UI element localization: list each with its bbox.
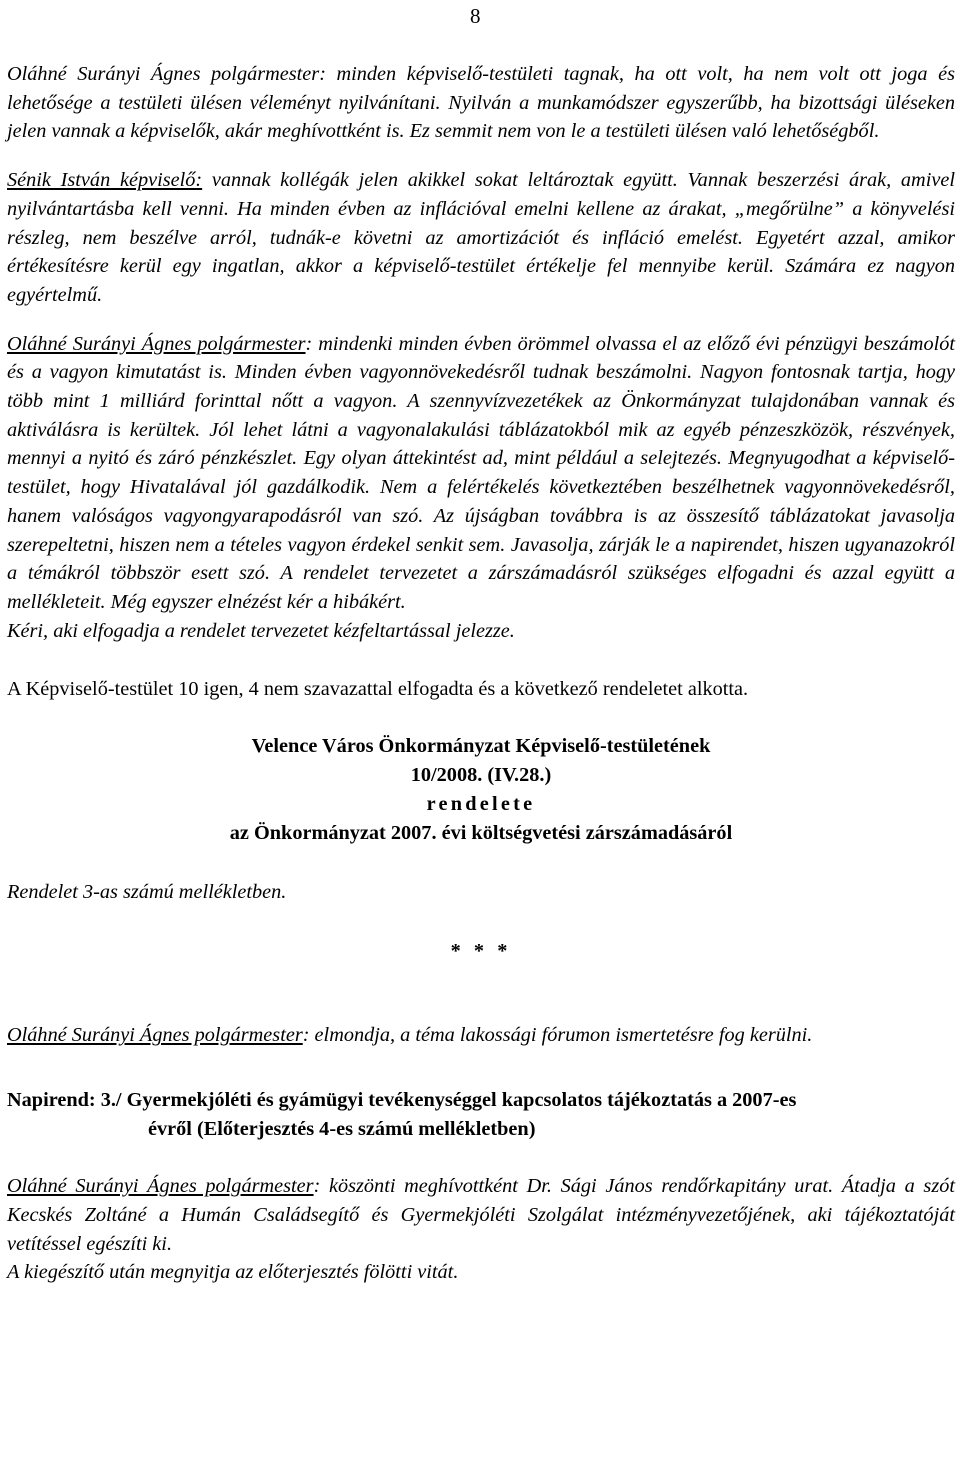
paragraph-text: : elmondja, a téma lakossági fórumon ismertetésre fog kerülni. [302,1024,813,1047]
agenda-line-2: évről (Előterjesztés 4-es számú mellékletben) [148,1118,536,1141]
paragraph-text: : köszönti meghívottként Dr. Sági János rendőrkapitány urat. Átadja a szót Kecskés Zoltáné a Humán Családsegítő és Gyermekjóléti Szolgálat intézményvezetőjének, aki tájékoztatóját vetítéssel egészíti ki. [7,1175,955,1255]
page-number: 8 [470,4,481,28]
paragraph-text: : mindenki minden évben örömmel olvassa el az előző évi pénzügyi beszámolót és a vagyon kimutatást is. Minden évben vagyonnövekedésről tudnak beszámolni. Nagyon fontosnak tartja, hogy több mint 1 milliárd forinttal nőtt a vagyon. A szennyvízvezetékek az Önkormányzat tulajdonában vannak és aktiválásra is kerültek. Jól lehet látni a vagyonalakulási táblázatokból mik az egyéb pénzeszközök, részvények, mennyi a nyitó és záró pénzkészlet. Egy olyan áttekintést ad, mint például a selejtezés. Megnyugodhat a képviselő-testület, hogy Hivatalával jól gazdálkodik. Nem a felértékelés következtében beszélhetnek vagyonnövekedésről, hanem valóságos vagyongyarapodásról van szó. Az újságban továbbra is az összesítő táblázatokat javasolja szerepeltetni, hiszen nem a tételes vagyon érdekel senkit sem. Javasolja, zárják le a napirendet, hiszen ugyanazokról a témákról többször esett szó. A rendelet tervezetet a zárszámadásról szükséges elfogadni és azzal együtt a mellékleteit. Még egyszer elnézést kér a hibákért. [7,332,955,613]
decree-title-block [7,732,955,848]
speaker-name: Oláhné Surányi Ágnes polgármester [7,1024,303,1047]
paragraph-representative [7,166,955,310]
paragraph-mayor-4 [7,1172,955,1258]
annex-note: Rendelet 3-as számú mellékletben. [7,881,287,904]
paragraph-mayor-4-line2: A kiegészítő után megnyitja az előterjesztés fölötti vitát. [7,1261,459,1284]
speaker-name: Oláhné Surányi Ágnes polgármester [7,63,320,85]
paragraph-mayor-1 [7,60,955,146]
speaker-name: Oláhné Surányi Ágnes polgármester [7,332,306,355]
decree-subject: az Önkormányzat 2007. évi költségvetési zárszámadásáról [229,822,733,845]
section-separator: * * * [450,939,512,962]
decree-label: rendelete [426,793,536,816]
speaker-name: Sénik István képviselő: [7,169,203,192]
agenda-line-1: Napirend: 3./ Gyermekjóléti és gyámügyi tevékenységgel kapcsolatos tájékoztatás a 2007-es [7,1089,797,1112]
paragraph-text: : minden képviselő-testületi tagnak, ha ott volt, ha nem volt ott joga és lehetősége a testületi ülésen véleményt nyilvánítani. Nyilván a munkamódszer egyszerűbb, ha bizottsági üléseken jelen vannak a képviselők, akár meghívottként is. Ez semmit nem von le a testületi ülésen való lehetőségből. [7,63,955,143]
speaker-name: Oláhné Surányi Ágnes polgármester [7,1175,314,1198]
paragraph-mayor-3 [7,1021,955,1050]
paragraph-mayor-2 [7,330,955,617]
paragraph-mayor-2-line2: Kéri, aki elfogadja a rendelet tervezetet kézfeltartással jelezze. [7,619,515,642]
agenda-item-heading [7,1086,955,1144]
vote-result: A Képviselő-testület 10 igen, 4 nem szavazattal elfogadta és a következő rendeletet alkotta. [7,678,749,701]
decree-issuer: Velence Város Önkormányzat Képviselő-testületének [251,735,711,758]
paragraph-text: vannak kollégák jelen akikkel sokat leltároztak együtt. Vannak beszerzési árak, amivel nyilvántartásba kell venni. Ha minden évben az inflációval emelni kellene az árakat, „megőrülne” a könyvelési részleg, nem beszélve arról, tudnák-e követni az amortizációt és infláció emelést. Egyetért azzal, amikor értékesítésre kerül egy ingatlan, akkor a képviselő-testület értékelje fel mennyibe kerül. Számára ez nagyon egyértelmű. [7,169,955,306]
document-body [7,60,955,1287]
decree-number: 10/2008. (IV.28.) [410,764,552,787]
